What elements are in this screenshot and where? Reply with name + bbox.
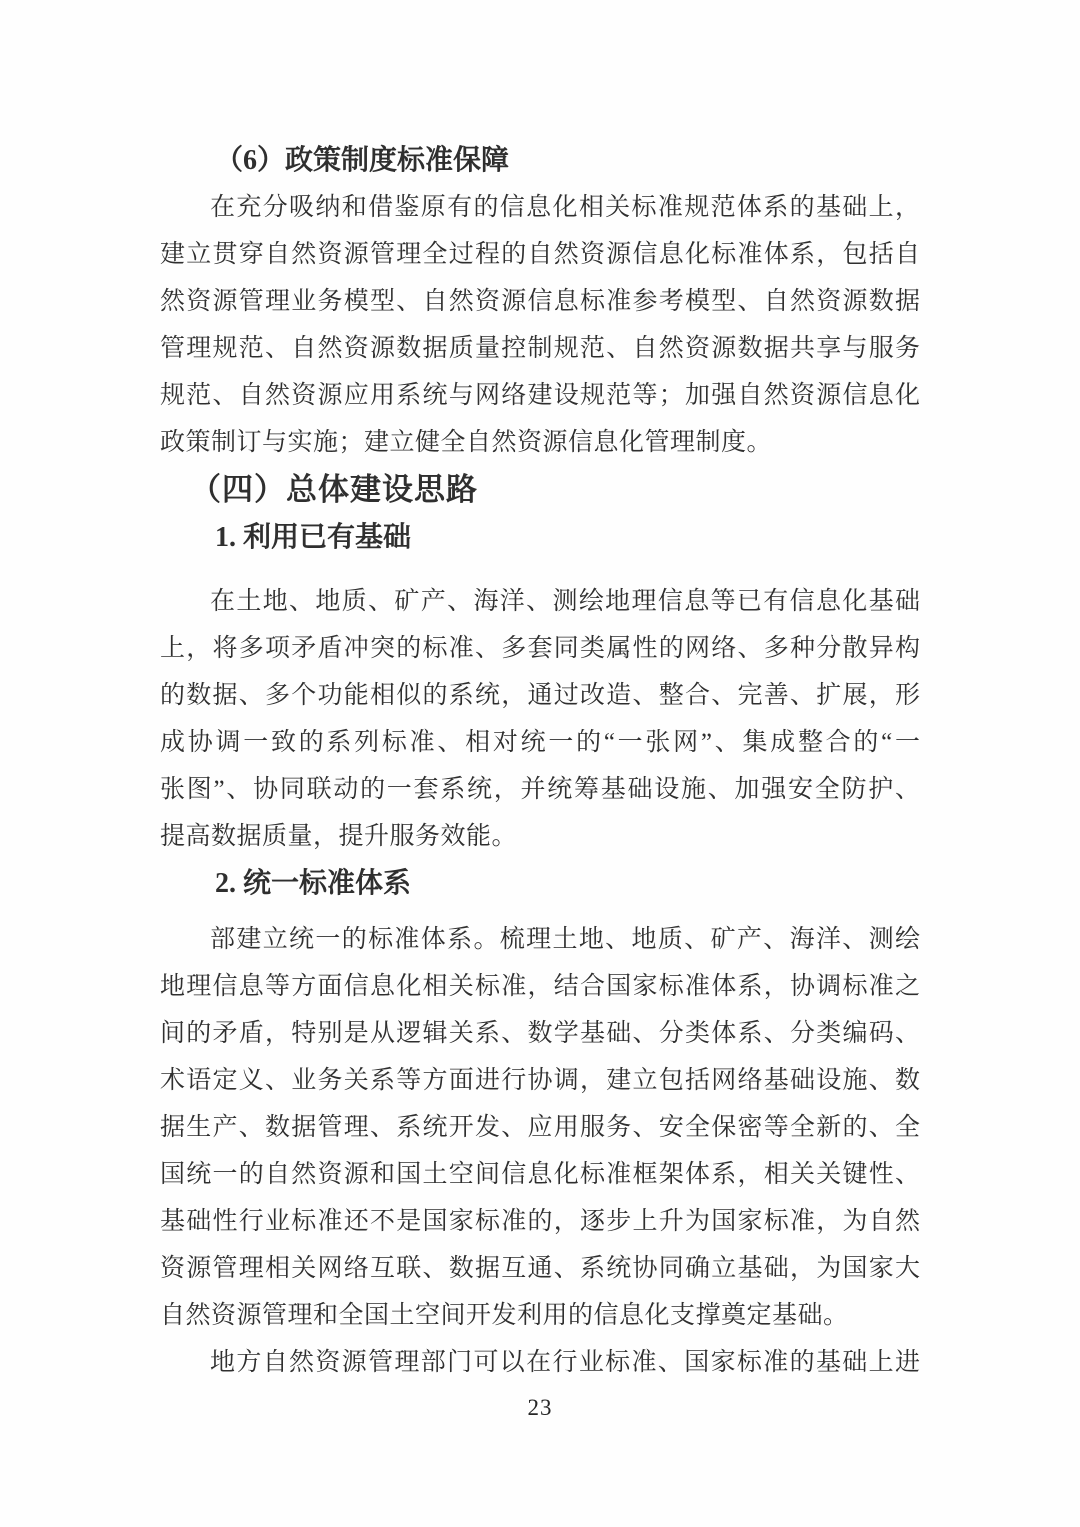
text-line: 管理规范、自然资源数据质量控制规范、自然资源数据共享与服务 — [160, 335, 920, 362]
paragraph-policy-standards — [160, 184, 920, 466]
text-line: 上，将多项矛盾冲突的标准、多套同类属性的网络、多种分散异构 — [160, 635, 920, 662]
heading-overall-construction-approach: （四）总体建设思路 — [190, 472, 478, 507]
text-line: 据生产、数据管理、系统开发、应用服务、安全保密等全新的、全 — [160, 1114, 920, 1141]
text-line: 的数据、多个功能相似的系统，通过改造、整合、完善、扩展，形 — [160, 682, 920, 709]
text-line: 国统一的自然资源和国土空间信息化标准框架体系，相关关键性、 — [160, 1161, 920, 1188]
paragraph-existing-foundation — [160, 578, 920, 860]
text-line: 然资源管理业务模型、自然资源信息标准参考模型、自然资源数据 — [160, 288, 920, 315]
text-line: 在充分吸纳和借鉴原有的信息化相关标准规范体系的基础上， — [210, 194, 920, 221]
text-line: 自然资源管理和全国土空间开发利用的信息化支撑奠定基础。 — [160, 1302, 849, 1329]
text-line: 张图”、协同联动的一套系统，并统筹基础设施、加强安全防护、 — [160, 776, 920, 803]
text-line: 规范、自然资源应用系统与网络建设规范等；加强自然资源信息化 — [160, 382, 920, 409]
text-line: 资源管理相关网络互联、数据互通、系统协同确立基础，为国家大 — [160, 1255, 920, 1282]
text-line: 术语定义、业务关系等方面进行协调，建立包括网络基础设施、数 — [160, 1067, 920, 1094]
text-line: 地方自然资源管理部门可以在行业标准、国家标准的基础上进 — [210, 1349, 920, 1376]
page-number: 23 — [527, 1395, 553, 1420]
text-line: 成协调一致的系列标准、相对统一的“一张网”、集成整合的“一 — [160, 729, 920, 756]
paragraph-local-departments — [160, 1339, 920, 1386]
paragraph-unified-standards — [160, 916, 920, 1339]
text-line: 建立贯穿自然资源管理全过程的自然资源信息化标准体系，包括自 — [160, 241, 920, 268]
text-line: 部建立统一的标准体系。梳理土地、地质、矿产、海洋、测绘 — [210, 926, 920, 953]
text-line: 间的矛盾，特别是从逻辑关系、数学基础、分类体系、分类编码、 — [160, 1020, 920, 1047]
text-line: 在土地、地质、矿产、海洋、测绘地理信息等已有信息化基础 — [210, 588, 920, 615]
text-line: 地理信息等方面信息化相关标准，结合国家标准体系，协调标准之 — [160, 973, 920, 1000]
text-line: 政策制订与实施；建立健全自然资源信息化管理制度。 — [160, 429, 773, 456]
heading-unified-standard-system: 2. 统一标准体系 — [215, 868, 412, 899]
text-line: 基础性行业标准还不是国家标准的，逐步上升为国家标准，为自然 — [160, 1208, 920, 1235]
page-content — [160, 138, 920, 1386]
heading-policy-standards: （6）政策制度标准保障 — [215, 145, 510, 176]
text-line: 提高数据质量，提升服务效能。 — [160, 823, 518, 850]
heading-use-existing-foundation: 1. 利用已有基础 — [215, 522, 412, 553]
